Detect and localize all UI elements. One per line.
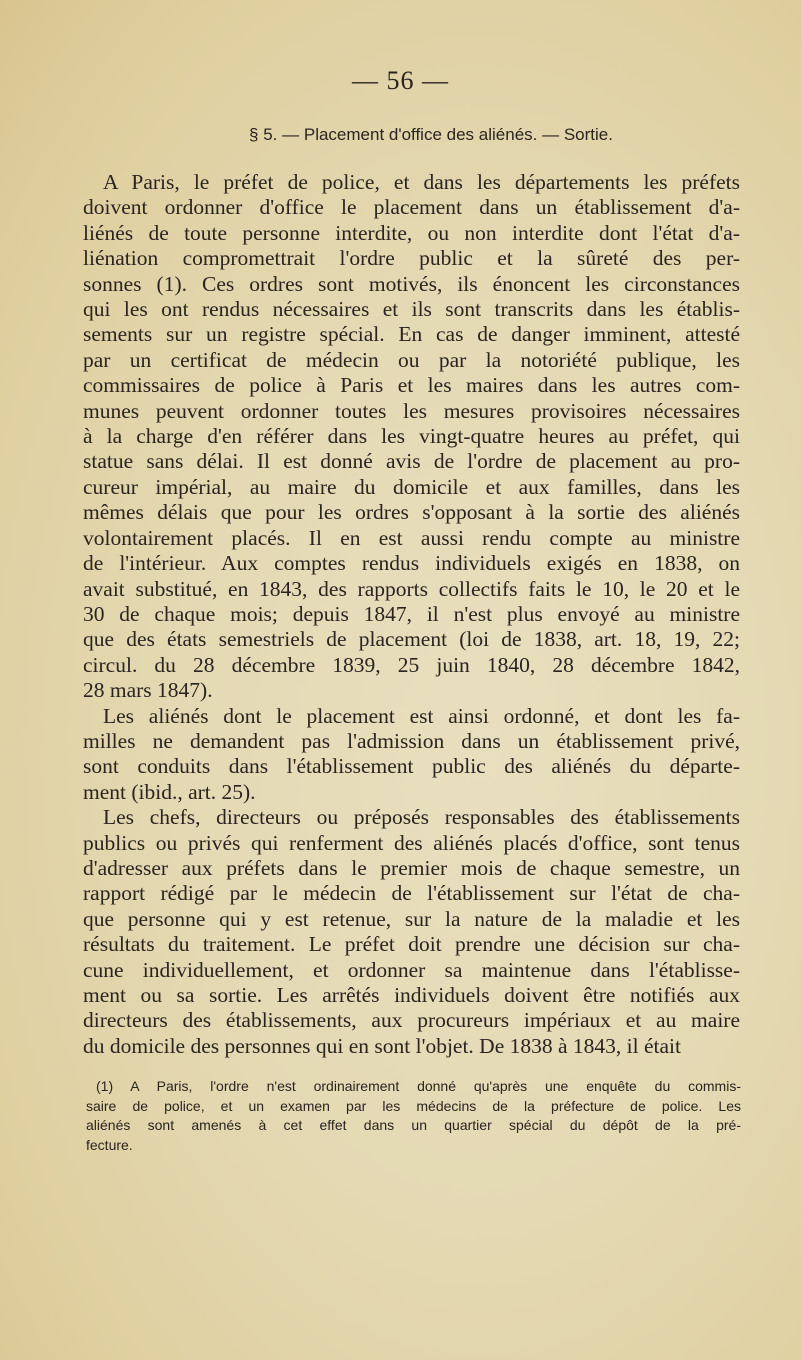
body-line: que des états semestriels de placement (loi de 1838, art. 18, 19, 22;: [83, 627, 740, 652]
body-line: ment ou sa sortie. Les arrêtés individuels doivent être notifiés aux: [83, 983, 740, 1007]
body-line: rapport rédigé par le médecin de l'établissement sur l'état de cha-: [83, 881, 740, 906]
body-line: à la charge d'en référer dans les vingt-quatre heures au préfet, qui: [83, 424, 740, 449]
body-line: liénés de toute personne interdite, ou non interdite dont l'état d'a-: [83, 220, 740, 245]
body-line: mêmes délais que pour les ordres s'opposant à la sortie des aliénés: [83, 500, 740, 525]
body-line: commissaires de police à Paris et les maires dans les autres com-: [83, 373, 740, 398]
body-line: directeurs des établissements, aux procureurs impériaux et au maire: [83, 1008, 740, 1033]
body-line: cune individuellement, et ordonner sa maintenue dans l'établisse-: [83, 957, 740, 982]
footnote-line: fecture.: [86, 1136, 133, 1153]
body-line: 28 mars 1847).: [83, 678, 213, 703]
body-line: munes peuvent ordonner toutes les mesures provisoires nécessaires: [83, 398, 740, 423]
body-line: doivent ordonner d'office le placement dans un établissement d'a-: [83, 195, 740, 220]
body-line: milles ne demandent pas l'admission dans un établissement privé,: [83, 728, 740, 753]
body-line: sements sur un registre spécial. En cas de danger imminent, attesté: [83, 322, 740, 347]
body-lines: [83, 170, 798, 1059]
footnote-lines: [86, 1077, 741, 1155]
body-line: qui les ont rendus nécessaires et ils sont transcrits dans les établis-: [83, 297, 740, 322]
body-line: A Paris, le préfet de police, et dans les départements les préfets: [103, 170, 740, 194]
body-line: sont conduits dans l'établissement public des aliénés du départe-: [83, 754, 740, 779]
body-line: publics ou privés qui renferment des aliénés placés d'office, sont tenus: [83, 830, 740, 855]
body-line: par un certificat de médecin ou par la notoriété publique, les: [83, 347, 740, 372]
section-title: § 5. — Placement d'office des aliénés. — Sortie.: [249, 125, 613, 144]
footnote-line: aliénés sont amenés à cet effet dans un quartier spécial du dépôt de la pré-: [86, 1117, 741, 1133]
body-line: cureur impérial, au maire du domicile et aux familles, dans les: [83, 474, 740, 499]
body-line: statue sans délai. Il est donné avis de l'ordre de placement au pro-: [83, 449, 740, 474]
body-line: d'adresser aux préfets dans le premier mois de chaque semestre, un: [83, 855, 740, 880]
body-line: liénation compromettrait l'ordre public et la sûreté des per-: [83, 246, 740, 271]
body-line: 30 de chaque mois; depuis 1847, il n'est plus envoyé au ministre: [83, 601, 740, 626]
footnote: [86, 1077, 741, 1155]
page-number: — 56 —: [352, 66, 449, 95]
body-line: ment (ibid., art. 25).: [83, 779, 256, 804]
body-line: que personne qui y est retenue, sur la nature de la maladie et les: [83, 906, 740, 931]
body-line: de l'intérieur. Aux comptes rendus individuels exigés en 1838, on: [83, 551, 740, 576]
body-line: résultats du traitement. Le préfet doit prendre une décision sur cha-: [83, 932, 740, 957]
body-line: Les aliénés dont le placement est ainsi ordonné, et dont les fa-: [103, 703, 740, 728]
body-line: sonnes (1). Ces ordres sont motivés, ils énoncent les circonstances: [83, 271, 740, 296]
body-line: avait substitué, en 1843, des rapports collectifs faits le 10, le 20 et le: [83, 576, 740, 601]
body-line: circul. du 28 décembre 1839, 25 juin 1840, 28 décembre 1842,: [83, 652, 740, 677]
body-line: du domicile des personnes qui en sont l'objet. De 1838 à 1843, il était: [83, 1033, 682, 1058]
footnote-line: saire de police, et un examen par les médecins de la préfecture de police. Les: [86, 1097, 741, 1114]
footnote-line: (1) A Paris, l'ordre n'est ordinairement donné qu'après une enquête du commis-: [96, 1078, 741, 1094]
body-line: Les chefs, directeurs ou préposés responsables des établissements: [103, 805, 740, 830]
body-line: volontairement placés. Il en est aussi rendu compte au ministre: [83, 525, 740, 550]
body-text: [83, 170, 798, 1059]
